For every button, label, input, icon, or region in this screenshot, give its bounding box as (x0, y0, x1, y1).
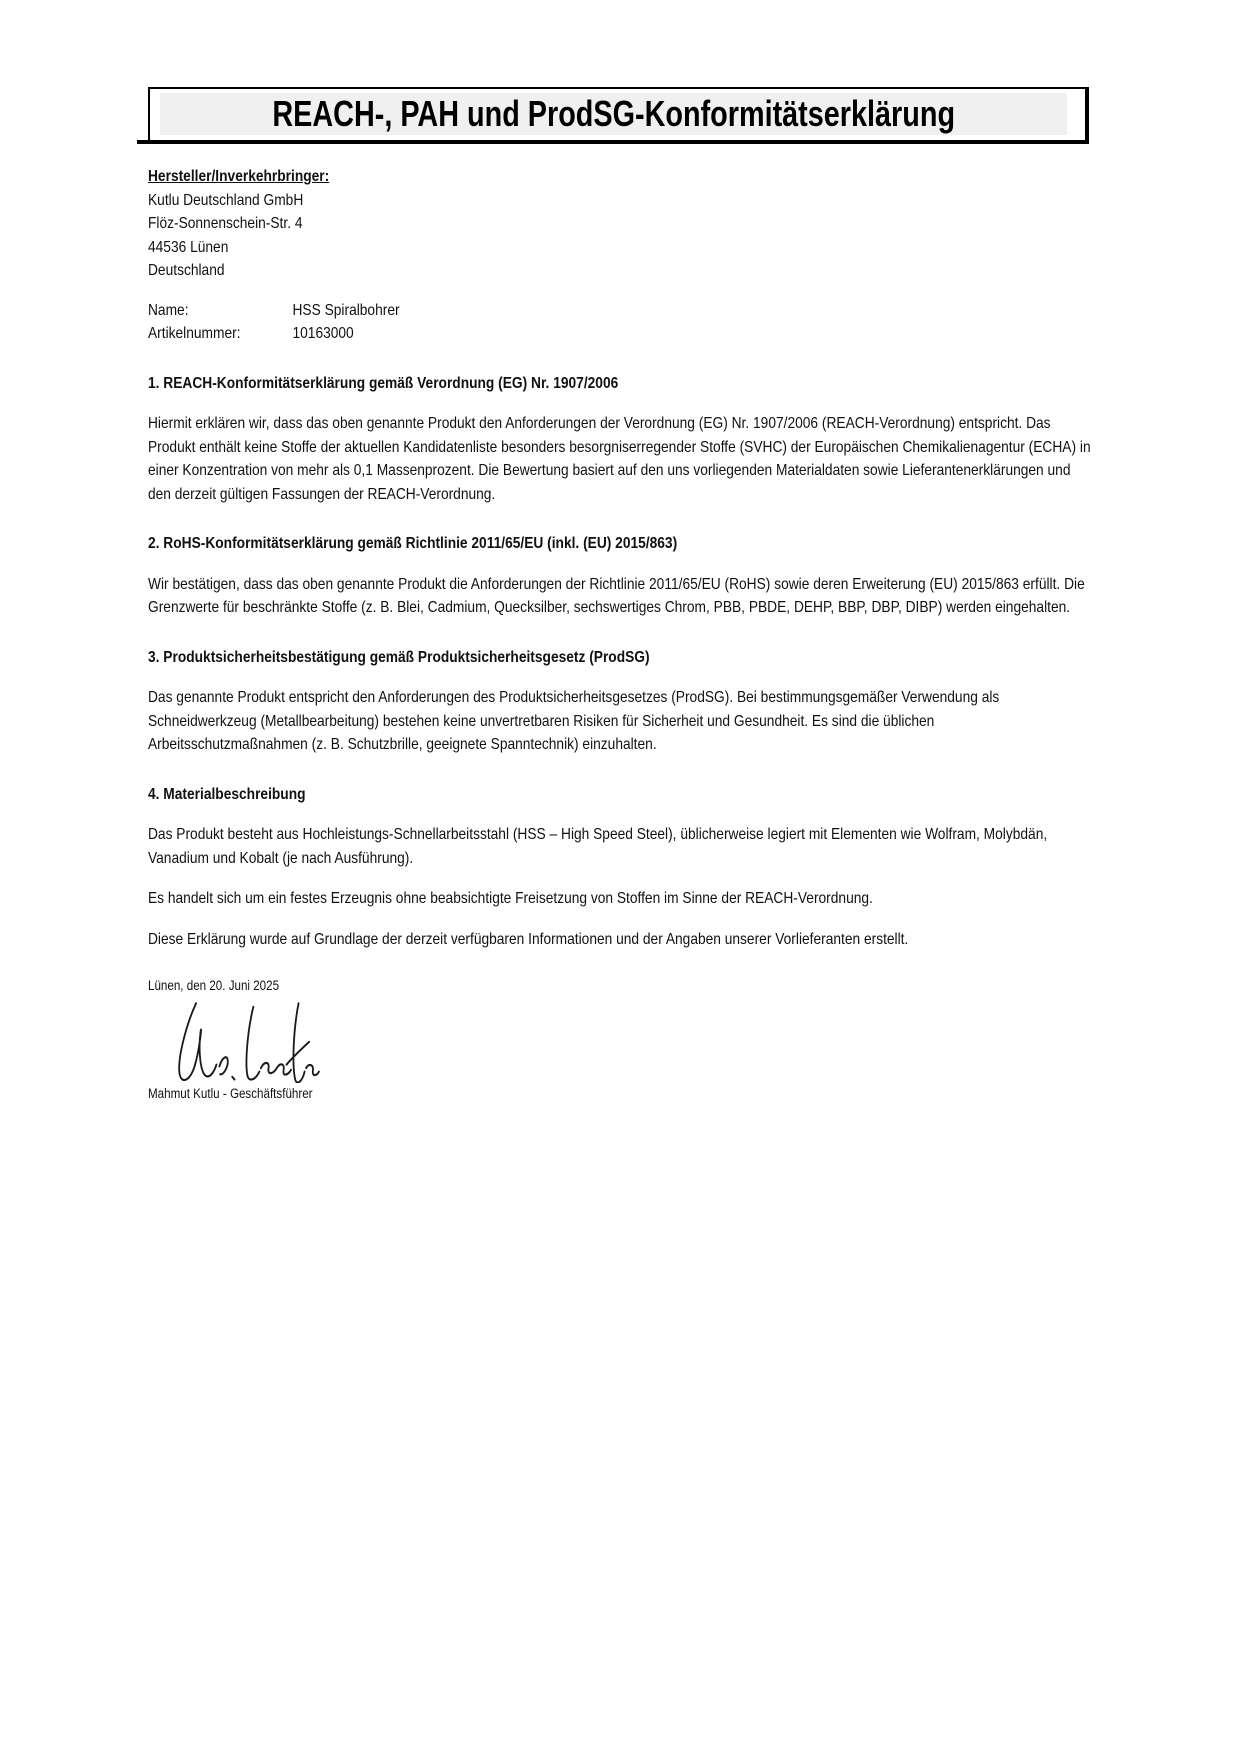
manufacturer-city: 44536 Lünen (148, 238, 229, 256)
section-prodsg-paragraph: Das genannte Produkt entspricht den Anforderungen des Produktsicherheitsgesetzes (ProdSG). Bei bestimmungsgemäßer Verwendung als Schneidwerkzeug (Metallbearbeitung) bestehen keine unvertretbaren Risiken für Sicherheit und Gesundheit. Es sind die üblichen Arbeitsschutzmaßnahmen (z. B. Schutzbrille, geeignete Spanntechnik) einzuhalten. (148, 689, 1000, 753)
signature-place-date: Lünen, den 20. Juni 2025 (148, 978, 280, 993)
section-prodsg-heading: 3. Produktsicherheitsbestätigung gemäß Produktsicherheitsgesetz (ProdSG) (148, 648, 650, 666)
section-rohs-heading: 2. RoHS-Konformitätserklärung gemäß Richtlinie 2011/65/EU (inkl. (EU) 2015/863) (148, 535, 678, 552)
document-body (148, 165, 1093, 1103)
product-article-label: Artikelnummer: (148, 325, 241, 342)
section-material-paragraph-2: Es handelt sich um ein festes Erzeugnis ohne beabsichtigte Freisetzung von Stoffen im Sinne der REACH-Verordnung. (148, 890, 873, 907)
section-rohs (148, 532, 1093, 620)
section-material-paragraph-3: Diese Erklärung wurde auf Grundlage der derzeit verfügbaren Informationen und der Angaben unserer Vorlieferanten erstellt. (148, 930, 909, 948)
product-name-label: Name: (148, 301, 189, 319)
manufacturer-country: Deutschland (148, 262, 225, 279)
signature-block (148, 977, 1093, 1103)
document-title: REACH-, PAH und ProdSG-Konformitätserklärung (272, 93, 955, 134)
manufacturer-company: Kutlu Deutschland GmbH (148, 191, 304, 209)
section-reach (148, 372, 1093, 507)
manufacturer-heading: Hersteller/Inverkehrbringer: (148, 168, 330, 185)
signature-image (169, 991, 320, 1083)
product-article-value: 10163000 (292, 325, 354, 342)
section-material-heading: 4. Materialbeschreibung (148, 785, 306, 803)
section-reach-heading: 1. REACH-Konformitätserklärung gemäß Verordnung (EG) Nr. 1907/2006 (148, 374, 619, 392)
product-name-value: HSS Spiralbohrer (292, 301, 400, 319)
product-name-row (148, 299, 1093, 323)
manufacturer-block (148, 165, 1093, 283)
signature-signer-name: Mahmut Kutlu - Geschäftsführer (148, 1086, 313, 1101)
section-reach-paragraph: Hiermit erklären wir, dass das oben genannte Produkt den Anforderungen der Verordnung (EG) Nr. 1907/2006 (REACH-Verordnung) entspricht. Das Produkt enthält keine Stoffe der aktuellen Kandidatenliste besonders besorgniserregender Stoffe (SVHC) der Europäischen Chemikalienagentur (ECHA) in einer Konzentration von mehr als 0,1 Massenprozent. Die Bewertung basiert auf den uns vorliegenden Materialdaten sowie Lieferantenerklärungen und den derzeit gültigen Fassungen der REACH-Verordnung. (148, 415, 1091, 503)
manufacturer-street: Flöz-Sonnenschein-Str. 4 (148, 215, 303, 232)
title-box (148, 87, 1089, 144)
product-block (148, 299, 1093, 346)
section-material-paragraph-1: Das Produkt besteht aus Hochleistungs-Schnellarbeitsstahl (HSS – High Speed Steel), üblicherweise legiert mit Elementen wie Wolfram, Molybdän, Vanadium und Kobalt (je nach Ausführung). (148, 826, 1048, 867)
product-article-row (148, 322, 1093, 346)
section-prodsg (148, 646, 1093, 757)
title-box-fill (160, 93, 1067, 135)
section-rohs-paragraph: Wir bestätigen, dass das oben genannte Produkt die Anforderungen der Richtlinie 2011/65/EU (RoHS) sowie deren Erweiterung (EU) 2015/863 erfüllt. Die Grenzwerte für beschränkte Stoffe (z. B. Blei, Cadmium, Quecksilber, sechswertiges Chrom, PBB, PBDE, DEHP, BBP, DBP, DIBP) werden eingehalten. (148, 575, 1085, 616)
section-material (148, 783, 1093, 952)
